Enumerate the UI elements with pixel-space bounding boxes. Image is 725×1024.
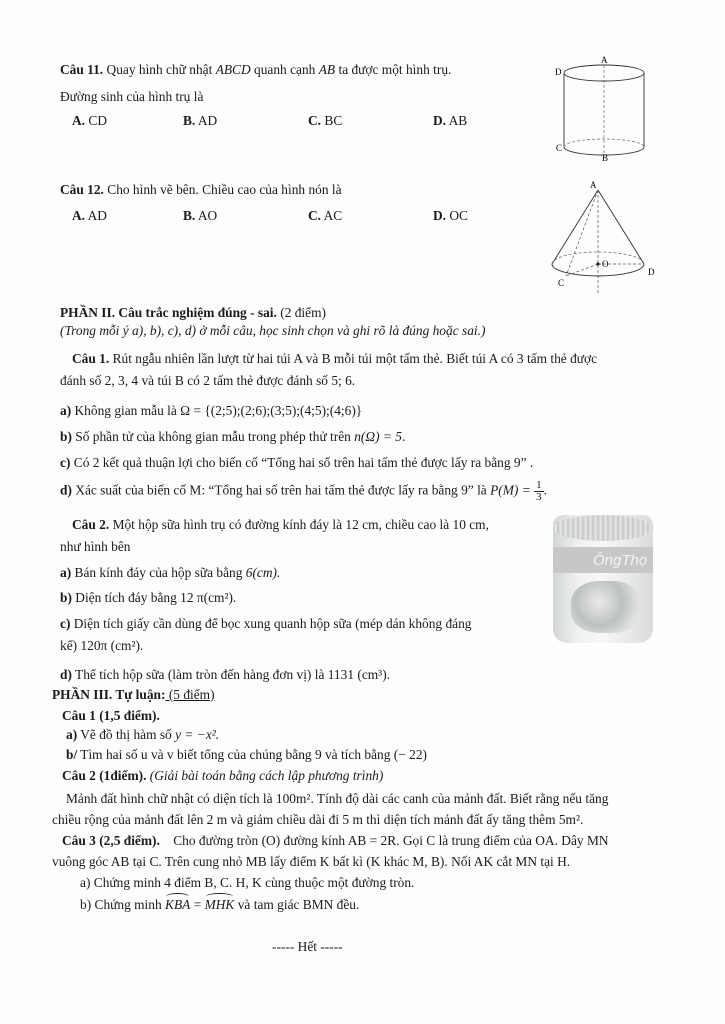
label-b: B [602, 153, 609, 163]
label-a: A [601, 55, 608, 65]
q12-option-d: D. OC [433, 208, 468, 223]
p3c2-text-line2: chiều rộng của mảnh đất lên 2 m và giảm chiều dài đi 5 m thì diện tích mảnh đất ấy tăng thêm 5m². [52, 812, 584, 827]
cone-figure [548, 178, 660, 300]
part2-title: PHẦN II. Câu trắc nghiệm đúng - sai. (2 điểm) [60, 305, 326, 320]
p2c1-item-b: b) Số phần tử của không gian mẫu trong phép thử trên n(Ω) = 5. [60, 429, 406, 444]
p2c2-item-a: a) Bán kính đáy của hộp sữa bằng 6(cm). [60, 565, 281, 580]
p3c3-stem-line2: vuông góc AB tại C. Trên cung nhỏ MB lấy điểm K bất kì (K khác M, B). Nối AK cắt MN tại H. [52, 854, 571, 869]
label-a: A [590, 180, 597, 190]
p3c3-item-a: a) Chứng minh 4 điểm B, C. H, K cùng thuộc một đường tròn. [80, 875, 415, 890]
cylinder-figure [548, 55, 660, 165]
q12-option-a: A. AD [72, 208, 107, 223]
label-d: D [648, 267, 655, 277]
p3c3-item-b: b) Chứng minh KBA = MHK và tam giác BMN đều. [80, 897, 360, 912]
p2c1-item-c: c) Có 2 kết quả thuận lợi cho biến cố “Tổng hai số trên hai tấm thẻ được lấy ra bằng 9” . [60, 455, 534, 470]
arc-angle-kba: KBA [165, 897, 191, 912]
p3c1-item-a: a) Vẽ đồ thị hàm số y = −x². [66, 727, 220, 742]
milk-can-image [553, 515, 653, 643]
p2c1-item-a: a) Không gian mẫu là Ω = {(2;5);(2;6);(3;5);(4;5);(4;6)} [60, 403, 363, 418]
q11-option-a: A. CD [72, 113, 107, 128]
p2c2-item-d: d) Thể tích hộp sữa (làm tròn đến hàng đơn vị) là 1131 (cm³). [60, 667, 391, 682]
p3c1-item-b: b/ Tìm hai số u và v biết tổng của chúng bằng 9 và tích bằng (− 22) [66, 747, 427, 762]
q11-stem: Câu 11. Quay hình chữ nhật ABCD quanh cạnh AB ta được một hình trụ. [60, 62, 452, 77]
q11-head: Câu 11. [60, 62, 104, 77]
q11-option-c: C. BC [308, 113, 343, 128]
label-c: C [558, 278, 565, 288]
probability-fraction: $\frac{1}{3}$ [536, 479, 542, 503]
p2c2-item-b: b) Diện tích đáy bằng 12 π(cm²). [60, 590, 237, 605]
label-c: C [556, 143, 563, 153]
p2c2-stem-line2: như hình bên [60, 539, 131, 554]
q12-option-c: C. AC [308, 208, 343, 223]
q12-stem: Câu 12. Cho hình vẽ bên. Chiều cao của hình nón là [60, 182, 342, 197]
p3c1-head: Câu 1 (1,5 điểm). [62, 708, 160, 723]
p2c2-item-c: c) Diện tích giấy cần dùng để bọc xung quanh hộp sữa (mép dán không đáng [60, 616, 472, 631]
part2-note: (Trong mỗi ý a), b), c), d) ở mỗi câu, học sinh chọn và ghi rõ là đúng hoặc sai.) [60, 323, 486, 338]
q11-option-b: B. AD [183, 113, 218, 128]
p2c1-stem: Câu 1. Rút ngẫu nhiên lần lượt từ hai túi A và B mỗi túi một tấm thẻ. Biết túi A có 3 tấm thẻ được [72, 351, 598, 366]
label-d: D [555, 67, 562, 77]
end-marker: ----- Hết ----- [272, 939, 343, 954]
p2c2-item-c-line2: kể) 120π (cm²). [60, 638, 144, 653]
p2c1-item-d: d) Xác suất của biến cố M: “Tổng hai số trên hai tấm thẻ được lấy ra bằng 9” là P(M) = $\frac{1}{3}$ . [60, 479, 547, 503]
label-o: O [602, 259, 609, 269]
p3c2-head: Câu 2 (1điểm). (Giải bài toán bằng cách lập phương trình) [62, 768, 384, 783]
p2c2-stem: Câu 2. Một hộp sữa hình trụ có đường kính đáy là 12 cm, chiều cao là 10 cm, [72, 517, 489, 532]
part3-title: PHẦN III. Tự luận: (5 điểm) [52, 687, 215, 702]
q11-option-d: D. AB [433, 113, 468, 128]
p3c2-text-line1: Mảnh đất hình chữ nhật có diện tích là 100m². Tính độ dài các canh của mảnh đất. Biết rằng nếu tăng [66, 791, 609, 806]
p2c1-stem-line2: đánh số 2, 3, 4 và túi B có 2 tấm thẻ được đánh số 5; 6. [60, 373, 356, 388]
arc-angle-mhk: MHK [204, 897, 235, 912]
milk-can-brand: ÔngThọ [593, 552, 648, 569]
q12-option-b: B. AO [183, 208, 218, 223]
q12-head: Câu 12. [60, 182, 104, 197]
p3c3-stem: Câu 3 (2,5 điểm). Cho đường tròn (O) đường kính AB = 2R. Gọi C là trung điểm của OA. Dây MN [62, 833, 609, 848]
q11-stem-line2: Đường sinh của hình trụ là [60, 89, 204, 104]
